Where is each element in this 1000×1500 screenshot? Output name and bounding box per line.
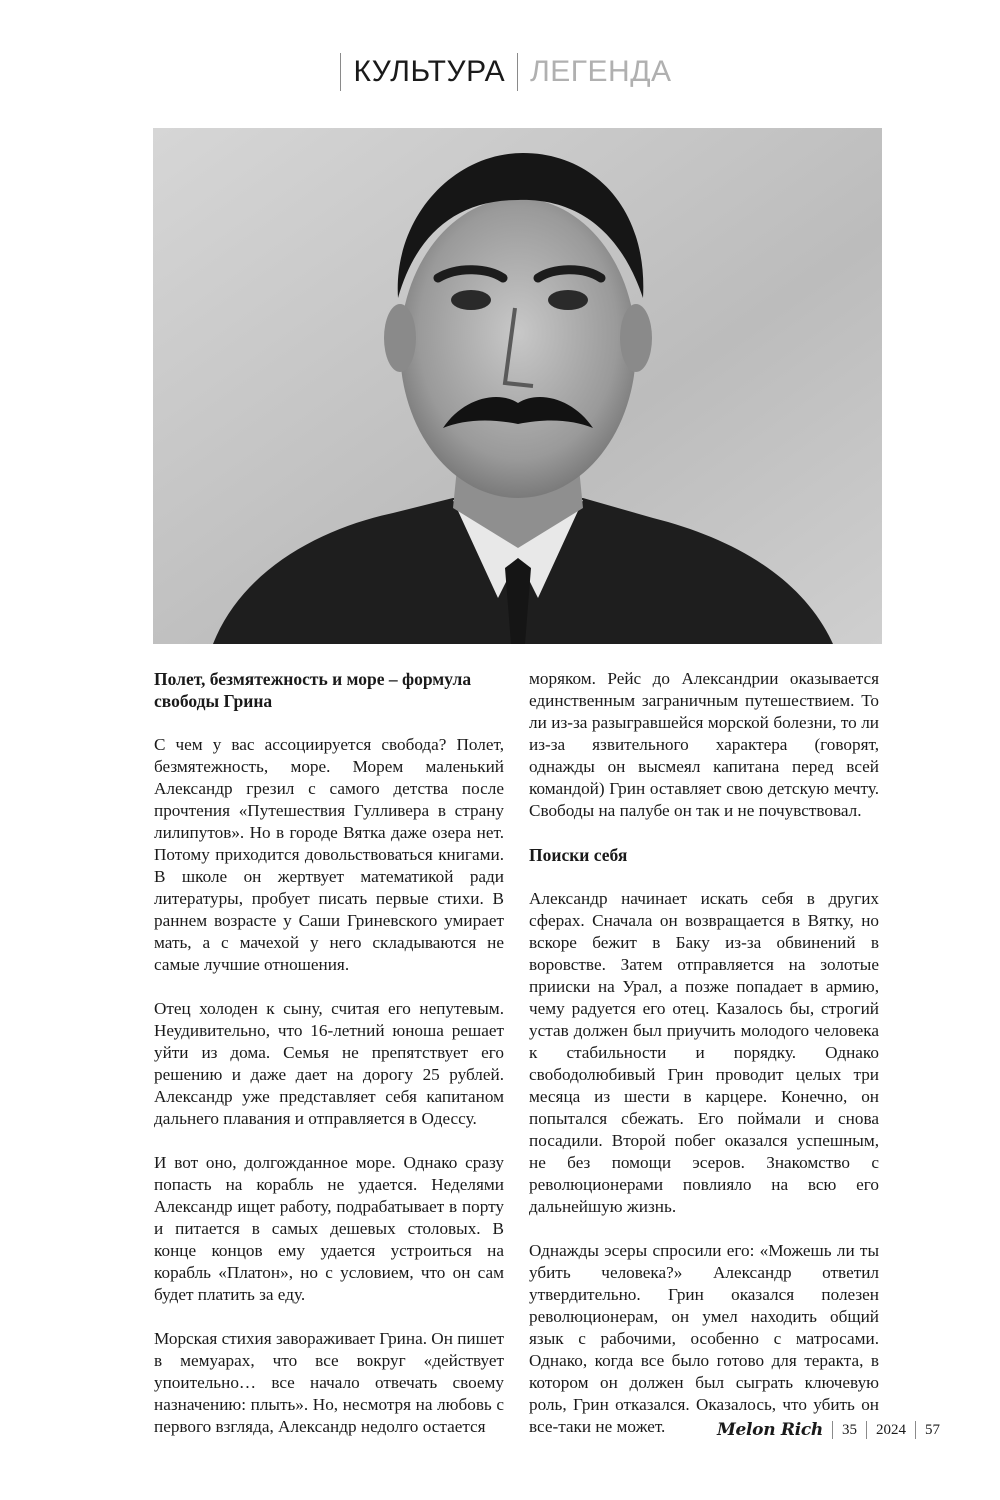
- portrait-photo: [153, 128, 882, 644]
- article-paragraph: Однажды эсеры спросили его: «Можешь ли ты убить человека?» Александр ответил утвердительно. Грин оказался полезен революционерам, он умел находить общий язык с рабочими, особенно с матросами. Однако, когда все было готово для теракта, в котором он должен был сыграть ключевую роль, Грин отказался. Оказалось, что убить он все-таки не может.: [529, 1241, 879, 1436]
- page-header: [0, 52, 1000, 92]
- issue-year: 2024: [876, 1421, 906, 1438]
- footer-divider: [866, 1421, 867, 1439]
- article-paragraph: И вот оно, долгожданное море. Однако сразу попасть на корабль не удается. Неделями Александр ищет работу, подрабатывает в порту и питается в самых дешевых столовых. В конце концов ему удается устроиться на корабль «Платон», но с условием, что он сам будет платить за еду.: [154, 1153, 504, 1304]
- article-column-right: [529, 668, 879, 1460]
- section-title: КУЛЬТУРА: [353, 55, 506, 88]
- article-paragraph: С чем у вас ассоциируется свобода? Полет, безмятежность, море. Морем маленький Александр грезил с самого детства после прочтения «Путешествия Гулливера в страну лилипутов». Но в городе Вятка даже озера нет. Потому приходится довольствоваться книгами. В школе он жертвует математикой ради литературы, пробует писать первые стихи. В раннем возрасте у Саши Гриневского умирает мать, а с мачехой у него складываются не самые лучшие отношения.: [154, 735, 504, 974]
- page-footer: [717, 1420, 940, 1440]
- article-heading-freedom: Полет, безмятежность и море – формула свободы Грина: [154, 669, 472, 711]
- portrait-photo-icon: [153, 128, 882, 644]
- magazine-brand: Melon Rich: [716, 1420, 823, 1440]
- article-paragraph: Морская стихия завораживает Грина. Он пишет в мемуарах, что все вокруг «действует упоительно… все начало отвечать своему назначению: плыть». Но, несмотря на любовь с первого взгляда, Александр недолго остается: [154, 1329, 504, 1436]
- article-paragraph: Александр начинает искать себя в других сферах. Сначала он возвращается в Вятку, но вскоре бежит в Баку из-за обвинений в воровстве. Затем отправляется на золотые прииски на Урал, а позже попадает в армию, чему радуется его отец. Казалось бы, строгий устав должен был приучить молодого человека к стабильности и порядку. Однако свободолюбивый Грин проводит целых три месяца из шести в карцере. Конечно, он попытался сбежать. Его поймали и снова посадили. Второй побег оказался успешным, не без помощи эсеров. Знакомство с революционерами повлияло на всю его дальнейшую жизнь.: [529, 889, 879, 1216]
- footer-divider: [915, 1421, 916, 1439]
- subsection-title: ЛЕГЕНДА: [530, 55, 672, 88]
- article-paragraph: Отец холоден к сыну, считая его непутевым. Неудивительно, что 16-летний юноша решает уйти из дома. Семья не препятствует его решению и даже дает на дорогу 25 рублей. Александр уже представляет себя капитаном дальнего плавания и отправляется в Одессу.: [154, 999, 504, 1128]
- header-divider-left: [340, 53, 341, 91]
- article-column-left: [154, 668, 504, 1460]
- footer-divider: [832, 1421, 833, 1439]
- header-divider-middle: [517, 53, 518, 91]
- article-heading-self-search: Поиски себя: [529, 845, 628, 865]
- article-paragraph: моряком. Рейс до Александрии оказывается единственным заграничным путешествием. То ли из-за разыгравшейся морской болезни, то ли из-за язвительного характера (говорят, однажды он высмеял капитана перед всей командой) Грин оставляет свою детскую мечту. Свободы на палубе он так и не почувствовал.: [529, 669, 879, 820]
- issue-number: 35: [842, 1421, 857, 1438]
- page-number: 57: [925, 1421, 940, 1438]
